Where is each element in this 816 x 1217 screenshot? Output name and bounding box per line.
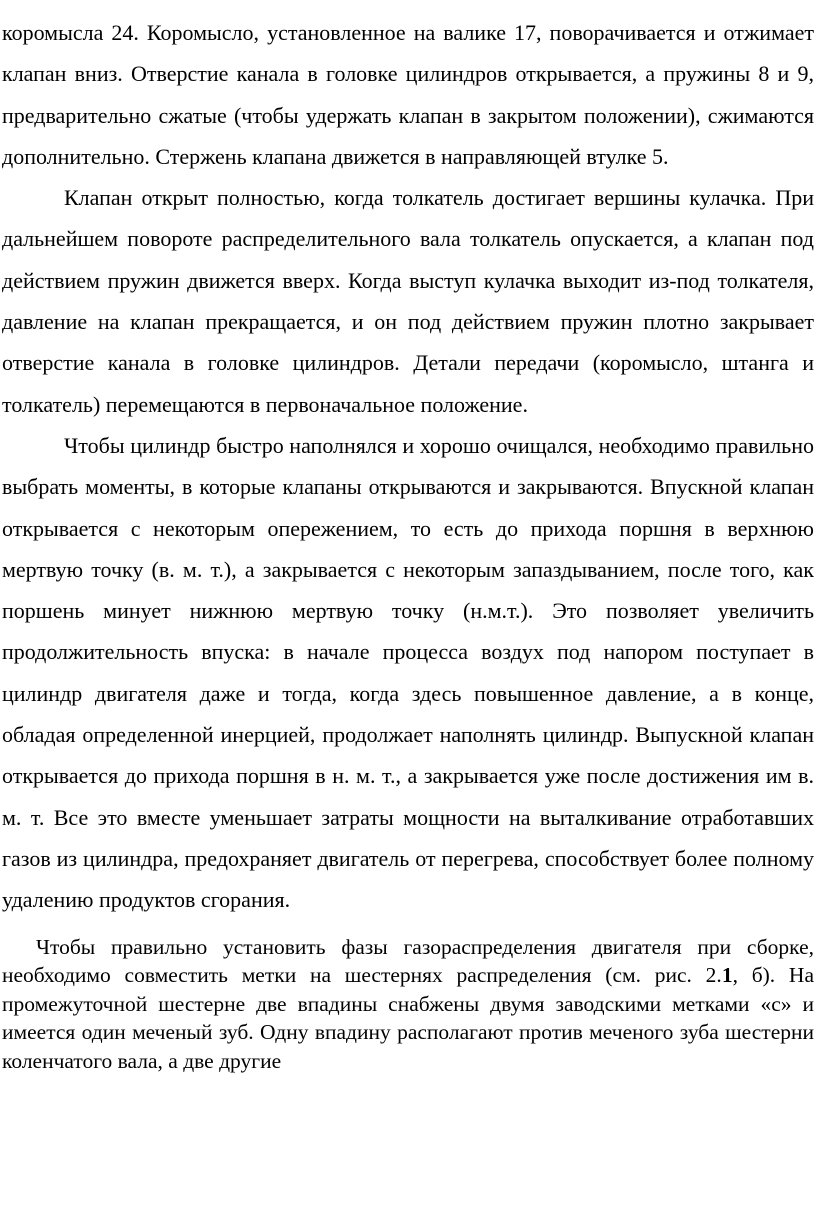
paragraph-valve-timing: Чтобы цилиндр быстро наполнялся и хорошо очищался, необходимо правильно выбрать моменты, в которые клапаны открываются и закрываются. Впускной клапан открывается с некоторым опережением, то есть до прихода поршня в верхнюю мертвую точку (в. м. т.), а закрывается с некоторым запаздыванием, после того, как поршень минует нижнюю мертвую точку (н.м.т.). Это позволяет увеличить продолжительность впуска: в начале процесса воздух под напором поступает в цилиндр двигателя даже и тогда, когда здесь повышенное давление, а в конце, обладая определенной инерцией, продолжает наполнять цилиндр. Выпускной клапан открывается до прихода поршня в н. м. т., а закрывается уже после достижения им в. м. т. Все это вместе уменьшает затраты мощности на выталкивание отработавших газов из цилиндра, предохраняет двигатель от перегрева, способствует более полному удалению продуктов сгорания. <box>2 432 814 913</box>
paragraph-valve-closing: Клапан открыт полностью, когда толкатель достигает вершины кулачка. При дальнейшем повороте распределительного вала толкатель опускается, а клапан под действием пружин движется вверх. Когда выступ кулачка выходит из-под толкателя, давление на клапан прекращается, и он под действием пружин плотно закрывает отверстие канала в головке цилиндров. Детали передачи (коромысло, штанга и толкатель) перемещаются в первоначальное положение. <box>2 185 814 417</box>
paragraph-gear-marks-text-2: , б). На промежуточной шестерне две впадины снабжены двумя заводскими метками «с» и имеется один меченый зуб. Одну впадину располагают против меченого зуба шестерни коленчатого вала, а две другие <box>2 963 814 1073</box>
paragraph-gear-marks <box>2 933 814 1076</box>
figure-number-bold: 1 <box>721 963 733 988</box>
paragraph-valve-actuation: коромысла 24. Коромысло, установленное на валике 17, поворачивается и отжимает клапан вниз. Отверстие канала в головке цилиндров открывается, а пружины 8 и 9, предварительно сжатые (чтобы удержать клапан в закрытом положении), сжимаются дополнительно. Стержень клапана движется в направляющей втулке 5. <box>2 20 814 169</box>
document-body <box>2 12 814 1076</box>
paragraph-gear-marks-text-1: Чтобы правильно установить фазы газораспределения двигателя при сборке, необходимо совместить метки на шестернях распределения (см. рис. 2. <box>2 934 814 988</box>
